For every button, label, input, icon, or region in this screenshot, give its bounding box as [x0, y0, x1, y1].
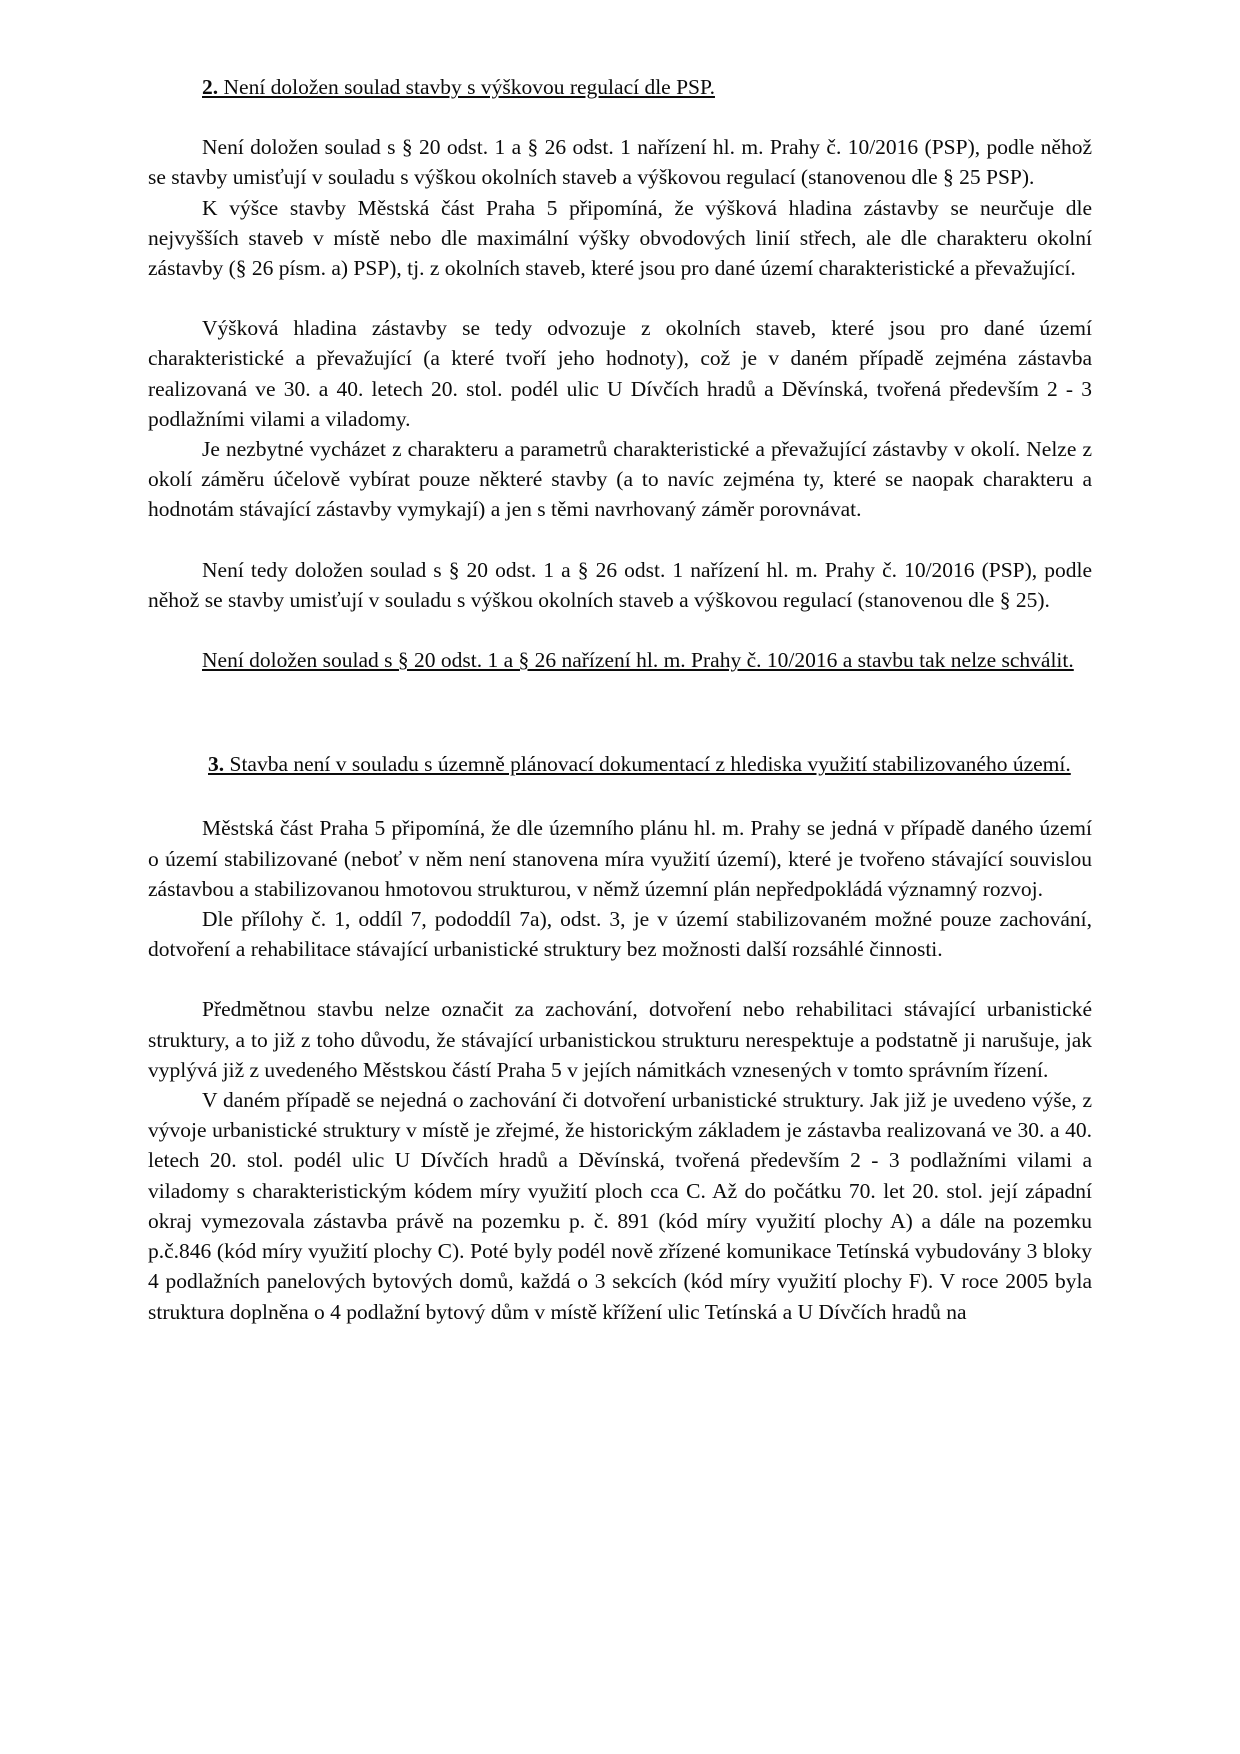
section-3-paragraph-1: Městská část Praha 5 připomíná, že dle územního plánu hl. m. Prahy se jedná v případě daného území o území stabilizované (neboť v něm není stanovena míra využití území), které je tvořeno stávající souvislou zástavbou a stabilizovanou hmotovou strukturou, v němž územní plán nepředpokládá významný rozvoj. — [148, 816, 1092, 901]
document-body — [148, 72, 1092, 1327]
spacer — [148, 964, 1092, 994]
section-2-paragraph-1: Není doložen soulad s § 20 odst. 1 a § 26 odst. 1 nařízení hl. m. Prahy č. 10/2016 (PSP), podle něhož se stavby umisťují v souladu s výškou okolních staveb a výškovou regulací (stanovenou dle § 25 PSP). — [148, 135, 1092, 190]
spacer — [148, 615, 1092, 645]
section-2-conclusion — [148, 645, 1092, 675]
spacer — [148, 779, 1092, 813]
section-2-heading-text: Není doložen soulad stavby s výškovou regulací dle PSP. — [223, 75, 715, 99]
section-3-heading — [148, 749, 1092, 779]
section-2-paragraph-2: K výšce stavby Městská část Praha 5 připomíná, že výšková hladina zástavby se neurčuje dle nejvyšších staveb v místě nebo dle maximální výšky obvodových linií střech, ale dle charakteru okolní zástavby (§ 26 písm. a) PSP), tj. z okolních staveb, které jsou pro dané území charakteristické a převažující. — [148, 195, 1092, 281]
section-3-paragraph-2: Dle přílohy č. 1, oddíl 7, pododdíl 7a), odst. 3, je v území stabilizovaném možné pouze zachování, dotvoření a rehabilitace stávající urbanistické struktury bez možnosti další rozsáhlé činnosti. — [148, 907, 1092, 962]
section-3-paragraph-3: Předmětnou stavbu nelze označit za zachování, dotvoření nebo rehabilitaci stávající urbanistické struktury, a to již z toho důvodu, že stávající urbanistickou strukturu nerespektuje a podstatně ji narušuje, jak vyplývá již z uvedeného Městskou částí Praha 5 v jejích námitkách vznesených v tomto správním řízení. — [148, 997, 1092, 1082]
section-3-number: 3. — [208, 752, 230, 777]
section-2-paragraph-4: Je nezbytné vycházet z charakteru a parametrů charakteristické a převažující zástavby v okolí. Nelze z okolí záměru účelově vybírat pouze některé stavby (a to navíc zejména ty, které se naopak charakteru a hodnotám stávající zástavby vymykají) a jen s těmi navrhovaný záměr porovnávat. — [148, 437, 1092, 522]
spacer — [148, 525, 1092, 555]
section-2-heading — [148, 72, 1092, 102]
section-2-paragraph-3: Výšková hladina zástavby se tedy odvozuje z okolních staveb, které jsou pro dané území charakteristické a převažující (a které tvoří jeho hodnoty), což je v daném případě zejména zástavba realizovaná ve 30. a 40. letech 20. stol. podél ulic U Dívčích hradů a Děvínská, tvořená především 2 - 3 podlažními vilami a viladomy. — [148, 316, 1092, 431]
spacer — [148, 283, 1092, 313]
section-2-number: 2. — [202, 75, 224, 99]
section-2-paragraph-5: Není tedy doložen soulad s § 20 odst. 1 a § 26 odst. 1 nařízení hl. m. Prahy č. 10/2016 (PSP), podle něhož se stavby umisťují v souladu s výškou okolních staveb a výškovou regulací (stanovenou dle § 25). — [148, 557, 1092, 612]
spacer — [148, 102, 1092, 132]
section-3-paragraph-4: V daném případě se nejedná o zachování či dotvoření urbanistické struktury. Jak již je uvedeno výše, z vývoje urbanistické struktury v místě je zřejmé, že historickým základem je zástavba realizovaná ve 30. a 40. letech 20. stol. podél ulic U Dívčích hradů a Děvínská, tvořená především 2 - 3 podlažními vilami a viladomy s charakteristickým kódem míry využití ploch cca C. Až do počátku 70. let 20. stol. její západní okraj vymezovala zástavba právě na pozemku p. č. 891 (kód míry využití plochy A) a dále na pozemku p.č.846 (kód míry využití plochy C). Poté byly podél nově zřízené komunikace Tetínská vybudovány 3 bloky 4 podlažních panelových bytových domů, každá o 3 sekcích (kód míry využití plochy F). V roce 2005 byla struktura doplněna o 4 podlažní bytový dům v místě křížení ulic Tetínská a U Dívčích hradů na — [148, 1088, 1092, 1324]
spacer — [148, 675, 1092, 749]
section-2-conclusion-text: Není doložen soulad s § 20 odst. 1 a § 26 nařízení hl. m. Prahy č. 10/2016 a stavbu tak nelze schválit. — [202, 648, 1074, 673]
section-3-heading-text: Stavba není v souladu s územně plánovací dokumentací z hlediska využití stabilizovaného území. — [229, 752, 1071, 777]
